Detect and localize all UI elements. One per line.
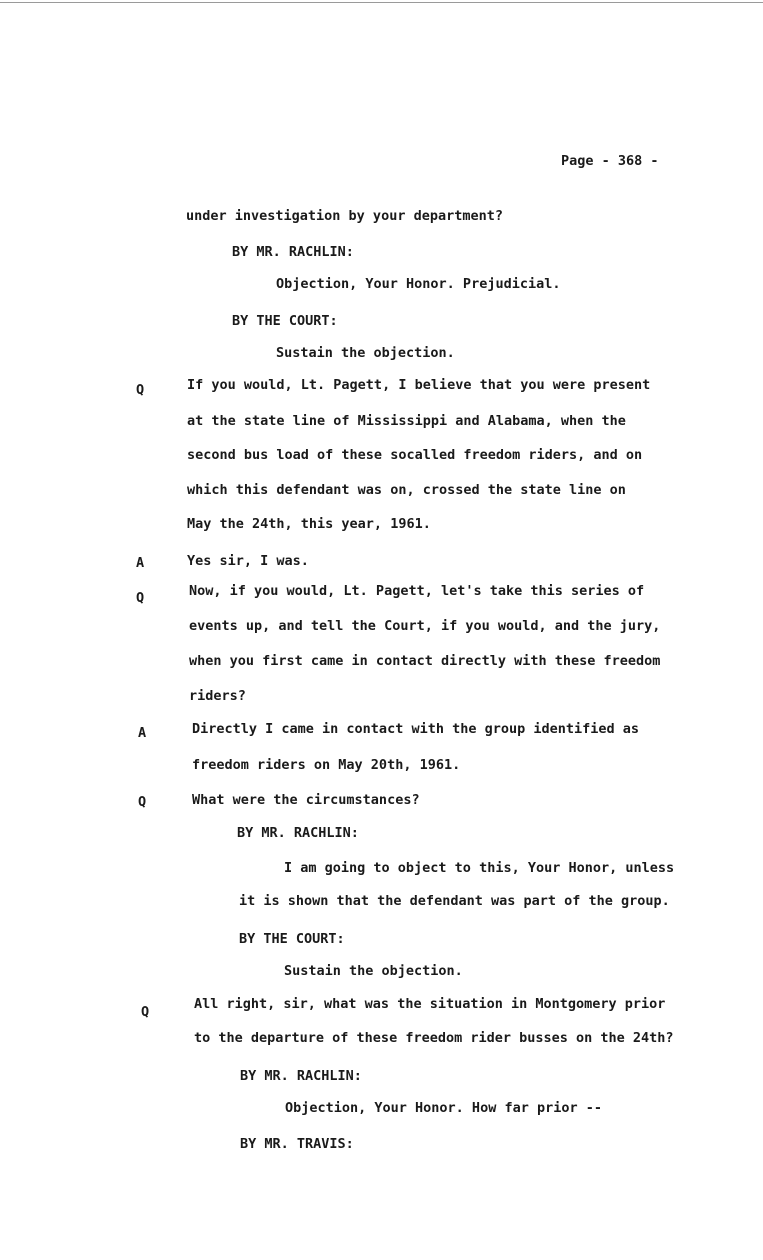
- top-rule: [0, 2, 763, 3]
- transcript-line: May the 24th, this year, 1961.: [187, 516, 431, 532]
- speaker-label: BY MR. TRAVIS:: [240, 1136, 354, 1152]
- speaker-label: BY THE COURT:: [232, 313, 338, 329]
- transcript-line: which this defendant was on, crossed the state line on: [187, 482, 626, 498]
- transcript-line: at the state line of Mississippi and Alabama, when the: [187, 413, 626, 429]
- question-marker: Q: [136, 382, 145, 398]
- transcript-line: What were the circumstances?: [192, 792, 420, 808]
- transcript-line: when you first came in contact directly with these freedom: [189, 653, 661, 669]
- speaker-label: BY MR. RACHLIN:: [240, 1068, 362, 1084]
- transcript-line: Sustain the objection.: [284, 963, 463, 979]
- transcript-line: I am going to object to this, Your Honor, unless: [284, 860, 675, 876]
- speaker-label: BY THE COURT:: [239, 931, 345, 947]
- transcript-line: If you would, Lt. Pagett, I believe that you were present: [187, 377, 651, 393]
- transcript-line: All right, sir, what was the situation in Montgomery prior: [194, 996, 666, 1012]
- answer-marker: A: [138, 725, 147, 741]
- transcript-line: it is shown that the defendant was part of the group.: [239, 893, 670, 909]
- page-number: Page - 368 -: [561, 153, 659, 169]
- transcript-line: Objection, Your Honor. How far prior --: [285, 1100, 602, 1116]
- transcript-line: Sustain the objection.: [276, 345, 455, 361]
- transcript-line: freedom riders on May 20th, 1961.: [192, 757, 461, 773]
- transcript-line: Yes sir, I was.: [187, 553, 309, 569]
- transcript-line: events up, and tell the Court, if you would, and the jury,: [189, 618, 661, 634]
- question-marker: Q: [141, 1004, 150, 1020]
- transcript-line: to the departure of these freedom rider busses on the 24th?: [194, 1030, 674, 1046]
- speaker-label: BY MR. RACHLIN:: [237, 825, 359, 841]
- question-marker: Q: [136, 590, 145, 606]
- transcript-line: Objection, Your Honor. Prejudicial.: [276, 276, 561, 292]
- speaker-label: BY MR. RACHLIN:: [232, 244, 354, 260]
- transcript-line: Now, if you would, Lt. Pagett, let's take this series of: [189, 583, 645, 599]
- question-marker: Q: [138, 794, 147, 810]
- answer-marker: A: [136, 555, 145, 571]
- transcript-line: under investigation by your department?: [186, 208, 503, 224]
- transcript-line: second bus load of these socalled freedom riders, and on: [187, 447, 643, 463]
- transcript-line: riders?: [189, 688, 246, 704]
- transcript-line: Directly I came in contact with the group identified as: [192, 721, 640, 737]
